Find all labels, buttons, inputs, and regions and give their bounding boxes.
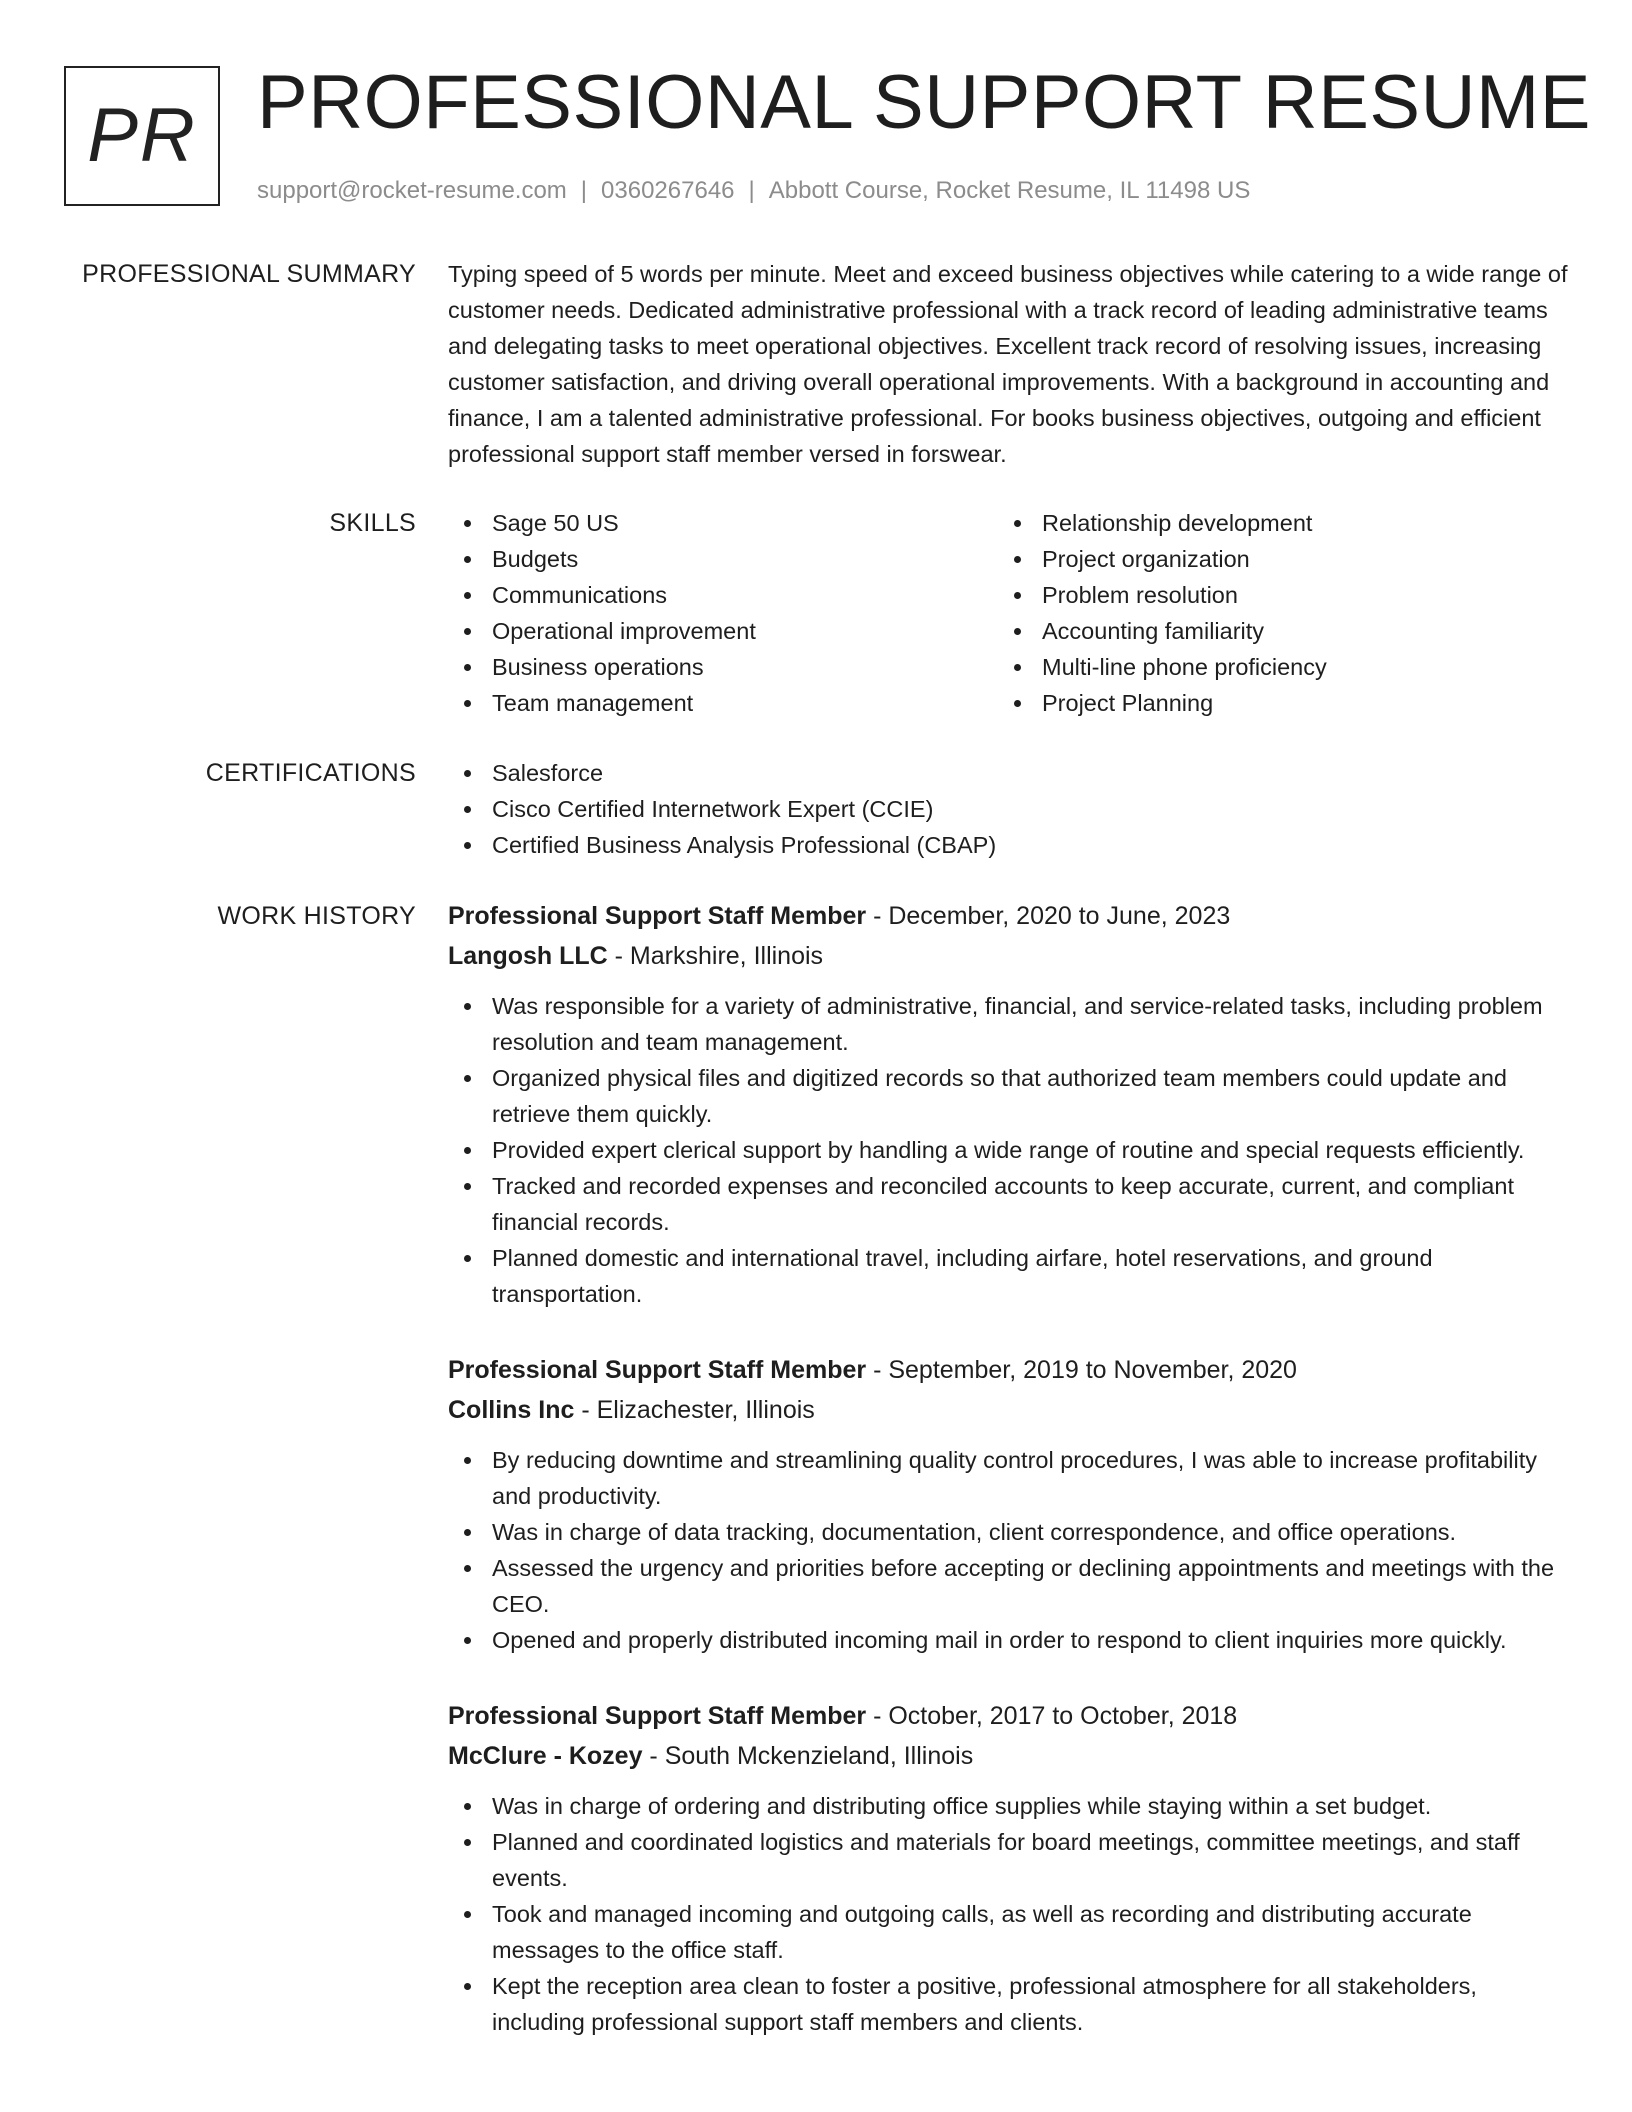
skills-body bbox=[448, 505, 1570, 721]
job-location: - Elizachester, Illinois bbox=[574, 1396, 815, 1424]
skill-item: Multi-line phone proficiency bbox=[998, 649, 1548, 685]
job-location: - Markshire, Illinois bbox=[607, 942, 824, 970]
job-entry bbox=[448, 896, 1570, 1312]
summary-label: PROFESSIONAL SUMMARY bbox=[82, 260, 416, 288]
contact-email: support@rocket-resume.com bbox=[257, 177, 567, 204]
work-history-body bbox=[448, 896, 1570, 2078]
summary-body bbox=[448, 256, 1570, 472]
job-bullet: Provided expert clerical support by handling a wide range of routine and special requests efficiently. bbox=[448, 1132, 1570, 1168]
job-bullet: Was responsible for a variety of administrative, financial, and service-related tasks, including problem resolution and team management. bbox=[448, 988, 1570, 1060]
skills-list-right bbox=[998, 505, 1548, 721]
skill-item: Sage 50 US bbox=[448, 505, 998, 541]
contact-separator: | bbox=[748, 177, 755, 204]
job-company-line bbox=[448, 1736, 1570, 1776]
job-entry bbox=[448, 1350, 1570, 1658]
job-company: McClure - Kozey bbox=[448, 1742, 643, 1770]
certification-item: Certified Business Analysis Professional (CBAP) bbox=[448, 827, 1570, 863]
job-bullet: Opened and properly distributed incoming mail in order to respond to client inquiries more quickly. bbox=[448, 1622, 1570, 1658]
contact-phone: 0360267646 bbox=[601, 177, 735, 204]
skill-item: Project organization bbox=[998, 541, 1548, 577]
skill-item: Operational improvement bbox=[448, 613, 998, 649]
job-bullet-list bbox=[448, 1788, 1570, 2040]
skill-item: Relationship development bbox=[998, 505, 1548, 541]
job-title-line bbox=[448, 896, 1570, 936]
summary-text: Typing speed of 5 words per minute. Meet and exceed business objectives while catering to a wide range of customer needs. Dedicated administrative professional with a track record of leading administrative teams and delegating tasks to meet operational objectives. Excellent track record of resolving issues, increasing customer satisfaction, and driving overall operational improvements. With a background in accounting and finance, I am a talented administrative professional. For books business objectives, outgoing and efficient professional support staff member versed in forswear. bbox=[448, 261, 1568, 467]
contact-line bbox=[257, 173, 1250, 209]
skills-grid bbox=[448, 505, 1570, 721]
job-dates: - October, 2017 to October, 2018 bbox=[866, 1702, 1238, 1730]
skill-item: Communications bbox=[448, 577, 998, 613]
skill-item: Project Planning bbox=[998, 685, 1548, 721]
certifications-list bbox=[448, 755, 1570, 863]
job-title-line bbox=[448, 1350, 1570, 1390]
job-company: Collins Inc bbox=[448, 1396, 575, 1424]
job-bullet: Organized physical files and digitized records so that authorized team members could update and retrieve them quickly. bbox=[448, 1060, 1570, 1132]
job-bullet: Planned domestic and international travel, including airfare, hotel reservations, and ground transportation. bbox=[448, 1240, 1570, 1312]
skill-item: Team management bbox=[448, 685, 998, 721]
job-bullet: Took and managed incoming and outgoing calls, as well as recording and distributing accurate messages to the office staff. bbox=[448, 1896, 1570, 1968]
job-bullet: Planned and coordinated logistics and materials for board meetings, committee meetings, and staff events. bbox=[448, 1824, 1570, 1896]
certifications-body bbox=[448, 755, 1570, 863]
job-bullet: Tracked and recorded expenses and reconciled accounts to keep accurate, current, and compliant financial records. bbox=[448, 1168, 1570, 1240]
certification-item: Cisco Certified Internetwork Expert (CCIE) bbox=[448, 791, 1570, 827]
certification-item: Salesforce bbox=[448, 755, 1570, 791]
job-title: Professional Support Staff Member bbox=[448, 1702, 867, 1730]
job-bullet: Was in charge of ordering and distributing office supplies while staying within a set budget. bbox=[448, 1788, 1570, 1824]
job-bullet: By reducing downtime and streamlining quality control procedures, I was able to increase profitability and productivity. bbox=[448, 1442, 1570, 1514]
job-title-line bbox=[448, 1696, 1570, 1736]
contact-address: Abbott Course, Rocket Resume, IL 11498 US bbox=[768, 177, 1251, 204]
skill-item: Business operations bbox=[448, 649, 998, 685]
skills-list-left bbox=[448, 505, 998, 721]
work-history-label: WORK HISTORY bbox=[217, 902, 416, 930]
contact-separator: | bbox=[580, 177, 588, 204]
job-bullet: Kept the reception area clean to foster a positive, professional atmosphere for all stakeholders, including professional support staff members and clients. bbox=[448, 1968, 1570, 2040]
skill-item: Budgets bbox=[448, 541, 998, 577]
job-location: - South Mckenzieland, Illinois bbox=[642, 1742, 974, 1770]
job-dates: - September, 2019 to November, 2020 bbox=[866, 1356, 1297, 1384]
job-bullet-list bbox=[448, 988, 1570, 1312]
job-company: Langosh LLC bbox=[448, 942, 608, 970]
job-company-line bbox=[448, 1390, 1570, 1430]
job-bullet: Assessed the urgency and priorities before accepting or declining appointments and meetings with the CEO. bbox=[448, 1550, 1570, 1622]
monogram-initials: PR bbox=[87, 93, 197, 178]
job-title: Professional Support Staff Member bbox=[448, 1356, 867, 1384]
job-dates: - December, 2020 to June, 2023 bbox=[866, 902, 1231, 930]
skill-item: Accounting familiarity bbox=[998, 613, 1548, 649]
job-company-line bbox=[448, 936, 1570, 976]
monogram-box bbox=[64, 66, 220, 206]
job-bullet-list bbox=[448, 1442, 1570, 1658]
skill-item: Problem resolution bbox=[998, 577, 1548, 613]
skills-label: SKILLS bbox=[329, 509, 416, 537]
job-title: Professional Support Staff Member bbox=[448, 902, 867, 930]
job-entry bbox=[448, 1696, 1570, 2040]
job-bullet: Was in charge of data tracking, documentation, client correspondence, and office operations. bbox=[448, 1514, 1570, 1550]
certifications-label: CERTIFICATIONS bbox=[205, 759, 416, 787]
resume-name: PROFESSIONAL SUPPORT RESUME bbox=[257, 60, 1591, 145]
